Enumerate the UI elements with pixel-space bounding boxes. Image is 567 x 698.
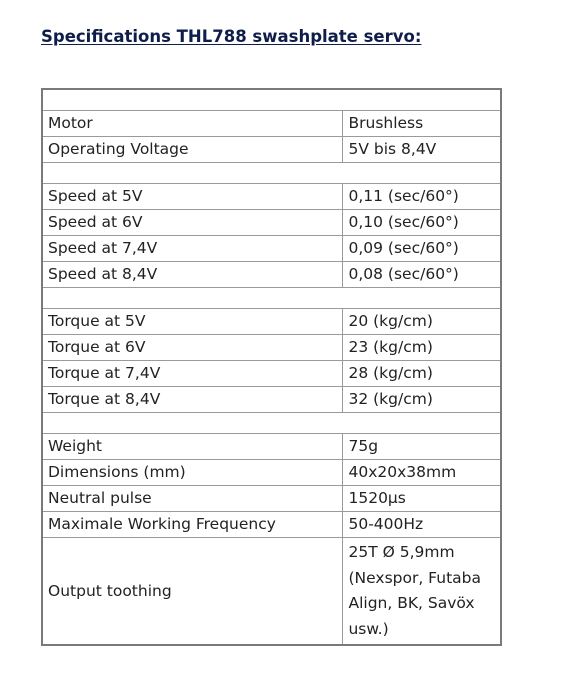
table-row xyxy=(42,309,501,335)
spec-value: Brushless xyxy=(343,111,501,137)
table-row xyxy=(42,236,501,262)
table-spacer-row xyxy=(42,413,501,434)
table-spacer-row xyxy=(42,89,501,111)
page-title: Specifications THL788 swashplate servo: xyxy=(41,27,422,46)
table-row xyxy=(42,486,501,512)
table-row xyxy=(42,262,501,288)
spec-value: 1520µs xyxy=(343,486,501,512)
spec-label: Neutral pulse xyxy=(42,486,343,512)
spec-value: 32 (kg/cm) xyxy=(343,387,501,413)
spec-value: 40x20x38mm xyxy=(343,460,501,486)
spec-label: Speed at 7,4V xyxy=(42,236,343,262)
spec-label: Torque at 7,4V xyxy=(42,361,343,387)
spec-value: 0,08 (sec/60°) xyxy=(343,262,501,288)
table-row xyxy=(42,460,501,486)
spec-label: Torque at 6V xyxy=(42,335,343,361)
spec-value: 50-400Hz xyxy=(343,512,501,538)
table-row xyxy=(42,335,501,361)
table-row xyxy=(42,111,501,137)
spec-value: 0,09 (sec/60°) xyxy=(343,236,501,262)
spec-label: Torque at 5V xyxy=(42,309,343,335)
spec-value: 0,10 (sec/60°) xyxy=(343,210,501,236)
table-row xyxy=(42,137,501,163)
spec-label: Operating Voltage xyxy=(42,137,343,163)
table-row xyxy=(42,210,501,236)
table-spacer-row xyxy=(42,163,501,184)
spec-label: Output toothing xyxy=(42,538,343,646)
table-spacer-row xyxy=(42,288,501,309)
spec-label: Weight xyxy=(42,434,343,460)
spec-label: Torque at 8,4V xyxy=(42,387,343,413)
spec-value: 23 (kg/cm) xyxy=(343,335,501,361)
spec-label: Motor xyxy=(42,111,343,137)
spec-label: Dimensions (mm) xyxy=(42,460,343,486)
spec-label: Maximale Working Frequency xyxy=(42,512,343,538)
spec-label: Speed at 5V xyxy=(42,184,343,210)
spec-value: 20 (kg/cm) xyxy=(343,309,501,335)
spec-value: 25T Ø 5,9mm (Nexspor, Futaba Align, BK, Savöx usw.) xyxy=(343,538,501,646)
spec-value: 0,11 (sec/60°) xyxy=(343,184,501,210)
table-row xyxy=(42,361,501,387)
spec-label: Speed at 6V xyxy=(42,210,343,236)
spec-value: 75g xyxy=(343,434,501,460)
spec-value: 28 (kg/cm) xyxy=(343,361,501,387)
spec-value: 5V bis 8,4V xyxy=(343,137,501,163)
table-row xyxy=(42,434,501,460)
spec-label: Speed at 8,4V xyxy=(42,262,343,288)
table-row xyxy=(42,184,501,210)
specifications-table xyxy=(41,88,502,646)
table-row xyxy=(42,512,501,538)
table-row xyxy=(42,538,501,646)
table-row xyxy=(42,387,501,413)
